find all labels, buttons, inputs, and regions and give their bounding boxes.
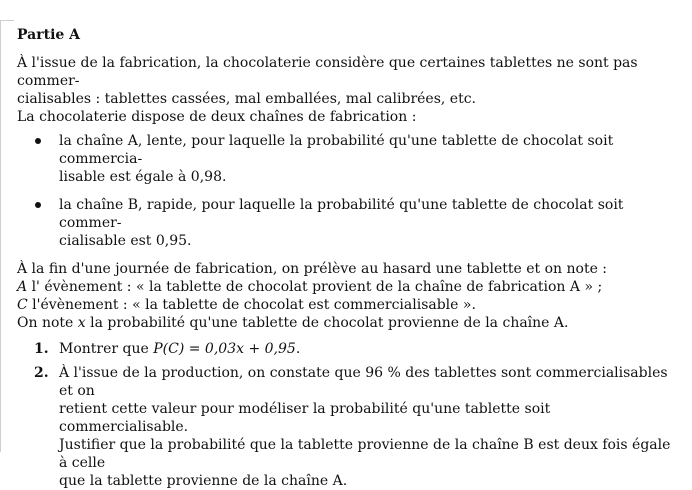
chain-a-item xyxy=(17,132,672,186)
chains-list xyxy=(17,132,672,250)
question-2 xyxy=(17,364,672,490)
x-symbol: x xyxy=(77,315,86,331)
question-2-line-3: Justifier que la probabilité que la tablette provienne de la chaîne B est deux fois égale à celle xyxy=(59,437,671,471)
chain-b-item xyxy=(17,196,672,250)
event-c-symbol: C xyxy=(17,297,28,313)
questions-list xyxy=(17,340,672,490)
question-2-line-1: À l'issue de la production, on constate que 96 % des tablettes sont commercialisables et on xyxy=(59,365,668,399)
question-1-formula: P(C) = 0,03x + 0,95 xyxy=(153,341,296,357)
chain-a-line-1: la chaîne A, lente, pour laquelle la probabilité qu'une tablette de chocolat soit commercia- xyxy=(59,133,614,167)
frame-left-border xyxy=(0,20,1,452)
intro-line-1: À l'issue de la fabrication, la chocolaterie considère que certaines tablettes ne sont pas commer- xyxy=(17,55,638,89)
question-1-number: 1. xyxy=(34,341,49,357)
question-1-pre: Montrer que xyxy=(59,341,154,357)
question-1-text xyxy=(59,340,672,358)
variable-x-definition xyxy=(17,314,672,332)
question-2-line-2: retient cette valeur pour modéliser la probabilité qu'une tablette soit commercialisable. xyxy=(59,401,551,435)
frame-top-border xyxy=(0,20,14,21)
question-2-number: 2. xyxy=(34,365,49,381)
question-1 xyxy=(17,340,672,358)
chain-b-line-1: la chaîne B, rapide, pour laquelle la probabilité qu'une tablette de chocolat soit commer- xyxy=(59,197,624,231)
event-c-definition xyxy=(17,296,672,314)
question-1-post: . xyxy=(295,341,301,357)
section-title: Partie A xyxy=(17,27,81,43)
event-a-definition xyxy=(17,278,672,296)
intro-line-3: La chocolaterie dispose de deux chaînes de fabrication : xyxy=(17,109,417,125)
x-post: la probabilité qu'une tablette de chocolat provienne de la chaîne A. xyxy=(85,315,569,331)
intro-paragraph xyxy=(17,54,672,126)
events-intro: À la fin d'une journée de fabrication, on prélève au hasard une tablette et on note : xyxy=(17,261,608,277)
chain-a-line-2: lisable est égale à 0,98. xyxy=(59,169,227,185)
event-a-symbol: A xyxy=(17,279,28,295)
x-pre: On note xyxy=(17,315,78,331)
bullet-icon xyxy=(35,138,41,144)
event-c-text: l'évènement : « la tablette de chocolat est commercialisable ». xyxy=(27,297,476,313)
bullet-icon xyxy=(35,202,41,208)
intro-line-2: cialisables : tablettes cassées, mal emballées, mal calibrées, etc. xyxy=(17,91,476,107)
event-a-text: l' évènement : « la tablette de chocolat provient de la chaîne de fabrication A » ; xyxy=(27,279,603,295)
question-2-line-4: que la tablette provienne de la chaîne A. xyxy=(59,473,348,489)
chain-b-line-2: cialisable est 0,95. xyxy=(59,233,192,249)
events-paragraph xyxy=(17,260,672,332)
